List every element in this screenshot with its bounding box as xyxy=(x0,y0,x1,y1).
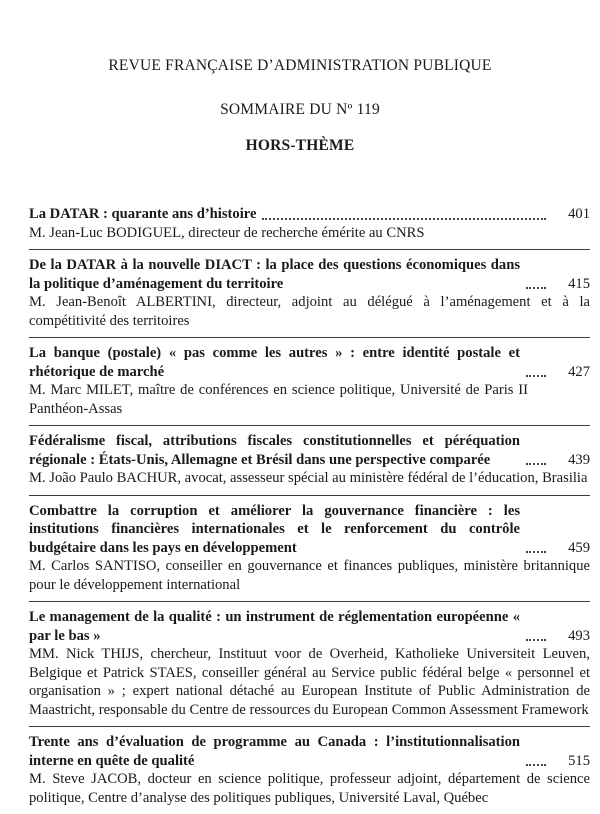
page-number: 493 xyxy=(568,627,590,644)
entry-author: M. Marc MILET, maître de conférences en science politique, Université de Paris II Panthéon-Assas xyxy=(29,382,528,417)
entry-author: M. Steve JACOB, docteur en science politique, professeur adjoint, département de science politique, Centre d’analyse des politiques publiques, Université Laval, Québec xyxy=(29,771,590,806)
issue-title: SOMMAIRE DU Nº 119 xyxy=(220,101,380,118)
entry-author: M. João Paulo BACHUR, avocat, assesseur spécial au ministère fédéral de l’éducation, Brasilia xyxy=(29,470,588,486)
entry-title: De la DATAR à la nouvelle DIACT : la place des questions économiques dans la politique d’aménagement du territoire xyxy=(29,257,520,292)
leader-dots xyxy=(526,550,546,553)
leader-dots xyxy=(526,763,546,766)
entry-author: M. Jean-Luc BODIGUEL, directeur de recherche émérite au CNRS xyxy=(29,224,425,241)
leader-dots xyxy=(526,286,546,289)
entry-author: M. Carlos SANTISO, conseiller en gouvernance et finances publiques, ministère britannique pour le développement international xyxy=(29,558,590,593)
page-number: 515 xyxy=(568,752,590,769)
entry-author: M. Jean-Benoît ALBERTINI, directeur, adjoint au délégué à l’aménagement et à la compétitivité des territoires xyxy=(29,294,590,329)
toc-entry xyxy=(29,601,590,719)
toc-entry xyxy=(29,337,590,418)
leader-dots xyxy=(262,217,546,220)
page-number: 415 xyxy=(568,275,590,292)
entry-title: La DATAR : quarante ans d’histoire xyxy=(29,206,257,222)
toc-entry xyxy=(29,495,590,595)
toc-entry xyxy=(29,249,590,330)
section-title: HORS-THÈME xyxy=(245,137,355,154)
toc-entry xyxy=(29,726,590,807)
entry-title: Le management de la qualité : un instrument de réglementation européenne « par le bas » xyxy=(29,609,520,644)
page-number: 401 xyxy=(568,206,590,222)
entry-title: Fédéralisme fiscal, attributions fiscales constitutionnelles et péréquation régionale : États-Unis, Allemagne et Brésil dans une perspective comparée xyxy=(29,433,520,468)
entry-title: Trente ans d’évaluation de programme au Canada : l’institutionnalisation interne en quête de qualité xyxy=(29,734,520,769)
entry-author: MM. Nick THIJS, chercheur, Instituut voor de Overheid, Katholieke Universiteit Leuven, Belgique et Patrick STAES, conseiller général au Service public fédéral belge « personnel et organisation » ; expert national détaché au European Institute of Public Administration de Maastricht, responsable du Centre de ressources du European Common Assessment Framework xyxy=(29,646,590,718)
page-number: 427 xyxy=(568,363,590,380)
table-of-contents xyxy=(29,205,590,814)
entry-title: La banque (postale) « pas comme les autres » : entre identité postale et rhétorique de marché xyxy=(29,345,520,380)
page-number: 459 xyxy=(568,539,590,556)
leader-dots xyxy=(526,374,546,377)
toc-entry xyxy=(29,425,590,488)
toc-entry xyxy=(29,205,590,242)
page-number: 439 xyxy=(568,451,590,468)
leader-dots xyxy=(526,638,546,641)
entry-title: Combattre la corruption et améliorer la gouvernance financière : les institutions financières internationales et le renforcement du contrôle budgétaire dans les pays en développement xyxy=(29,502,520,556)
journal-title: REVUE FRANÇAISE D’ADMINISTRATION PUBLIQUE xyxy=(108,57,492,74)
leader-dots xyxy=(526,462,546,465)
